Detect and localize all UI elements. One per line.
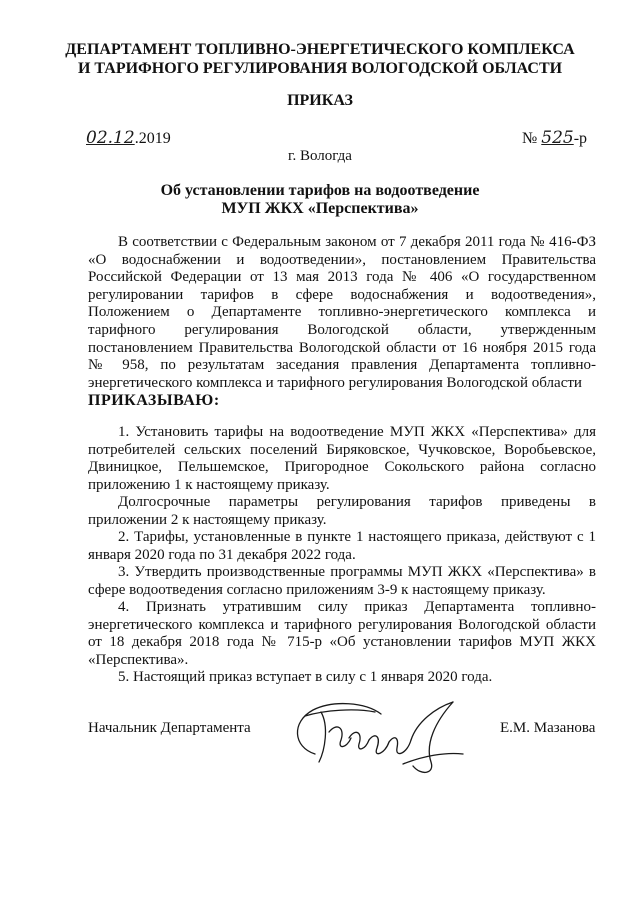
order-item-3: 3. Утвердить производственные программы МУП ЖКХ «Перспектива» в сфере водоотведения согласно приложениям 3-9 к настоящему приказу. <box>88 564 596 598</box>
order-item-4: 4. Признать утратившим силу приказ Департамента топливно-энергетического комплекса и тарифного регулирования Вологодской области от 18 декабря 2018 года № 715-р «Об установлении тарифов МУП ЖКХ «Перспектива». <box>88 599 596 668</box>
department-name-line2: И ТАРИФНОГО РЕГУЛИРОВАНИЯ ВОЛОГОДСКОЙ ОБЛАСТИ <box>77 60 563 77</box>
handwritten-signature <box>285 692 475 782</box>
order-item-1: 1. Установить тарифы на водоотведение МУП ЖКХ «Перспектива» для потребителей сельских поселений Биряковское, Чучковское, Воробьевское, Двиницкое, Пельшемское, Пригородное Сокольского района согласно приложению 1 к настоящему приказу. <box>88 424 596 493</box>
document-type: ПРИКАЗ <box>287 92 353 109</box>
date-day: 02 <box>86 128 108 148</box>
order-item-1-params: Долгосрочные параметры регулирования тарифов приведены в приложении 2 к настоящему приказу. <box>88 494 596 528</box>
order-item-2: 2. Тарифы, установленные в пункте 1 настоящего приказа, действуют с 1 января 2020 года по 31 декабря 2022 года. <box>88 529 596 563</box>
order-title-line2: МУП ЖКХ «Перспектива» <box>221 200 419 217</box>
date-year: .2019 <box>134 130 171 147</box>
order-word: ПРИКАЗЫВАЮ: <box>88 392 220 409</box>
number-value: 525 <box>541 128 574 148</box>
date-month: 12 <box>113 128 135 148</box>
signatory-position: Начальник Департамента <box>88 720 251 736</box>
department-name-line1: ДЕПАРТАМЕНТ ТОПЛИВНО-ЭНЕРГЕТИЧЕСКОГО КОМПЛЕКСА <box>65 41 575 58</box>
signatory-name: Е.М. Мазанова <box>500 720 596 736</box>
document-date: 02.12.2019 <box>86 128 171 148</box>
city: г. Вологда <box>288 148 352 164</box>
preamble-paragraph: В соответствии с Федеральным законом от 7 декабря 2011 года № 416-ФЗ «О водоснабжении и водоотведении», постановлением Правительства Российской Федерации от 13 мая 2013 года № 406 «О государственном регулировании тарифов в сфере водоснабжения и водоотведения», Положением о Департаменте топливно-энергетического комплекса и тарифного регулирования Вологодской области, утвержденным постановлением Правительства Вологодской области от 16 ноября 2015 года № 958, по результатам заседания правления Департамента топливно-энергетического комплекса и тарифного регулирования Вологодской области <box>88 234 596 391</box>
document-number: № 525-р <box>522 128 588 148</box>
order-item-5: 5. Настоящий приказ вступает в силу с 1 января 2020 года. <box>118 669 493 685</box>
order-title-line1: Об установлении тарифов на водоотведение <box>160 182 480 199</box>
